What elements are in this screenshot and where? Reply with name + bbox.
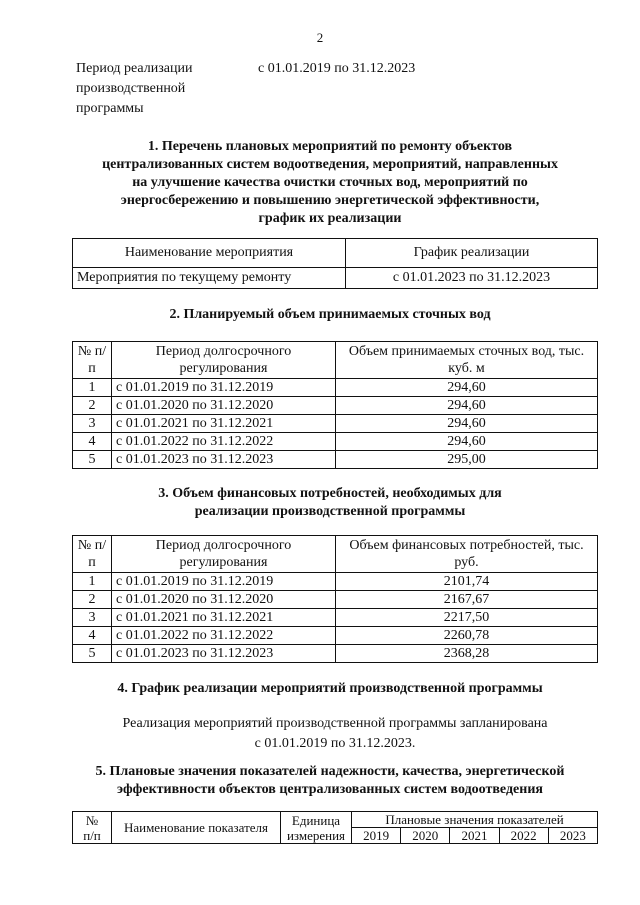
section1-title-line: 1. Перечень плановых мероприятий по ремонту объектов — [147, 139, 513, 154]
section5-title — [60, 763, 600, 799]
table-cell: с 01.01.2020 по 31.12.2020 — [112, 591, 336, 609]
year-header-cell: 2022 — [499, 828, 548, 844]
table-header-cell: Плановые значения показателей — [352, 812, 598, 828]
table-cell: с 01.01.2021 по 31.12.2021 — [112, 415, 336, 433]
period-label-line: производственной — [76, 81, 186, 96]
section1-title — [70, 138, 590, 228]
table-cell: 2 — [73, 591, 112, 609]
table-cell: 2368,28 — [336, 645, 598, 663]
table-cell: 3 — [73, 415, 112, 433]
year-header-cell: 2020 — [401, 828, 450, 844]
table-header-cell: № п/п — [73, 342, 112, 379]
events-table — [72, 238, 598, 289]
table-row — [73, 645, 598, 663]
table-cell: 4 — [73, 627, 112, 645]
table-cell: 294,60 — [336, 379, 598, 397]
table-cell: 2167,67 — [336, 591, 598, 609]
table-cell: с 01.01.2023 по 31.12.2023 — [346, 268, 598, 289]
section4-text — [80, 714, 590, 754]
table-cell: 3 — [73, 609, 112, 627]
section1-title-line: централизованных систем водоотведения, мероприятий, направленных — [102, 157, 558, 172]
table-cell: с 01.01.2019 по 31.12.2019 — [112, 573, 336, 591]
section1-title-line: на улучшение качества очистки сточных вод, мероприятий по — [132, 175, 528, 190]
table-cell: с 01.01.2021 по 31.12.2021 — [112, 609, 336, 627]
table-row — [73, 627, 598, 645]
period-label-line: Период реализации — [76, 61, 193, 76]
section1-title-line: график их реализации — [258, 211, 402, 226]
table-cell: с 01.01.2019 по 31.12.2019 — [112, 379, 336, 397]
table-cell: с 01.01.2023 по 31.12.2023 — [112, 645, 336, 663]
table-row — [73, 415, 598, 433]
table-row — [73, 379, 598, 397]
table-header-cell — [73, 812, 112, 844]
table-row — [73, 433, 598, 451]
section3-title — [70, 485, 590, 521]
table-row — [73, 268, 598, 289]
table-cell: 295,00 — [336, 451, 598, 469]
table-header-cell: Период долгосрочного регулирования — [112, 342, 336, 379]
period-label-line: программы — [76, 101, 144, 116]
financial-needs-table — [72, 535, 598, 663]
section5-title-line: эффективности объектов централизованных систем водоотведения — [117, 782, 543, 797]
period-label — [76, 59, 236, 119]
period-value: с 01.01.2019 по 31.12.2023 — [258, 61, 416, 76]
table-cell: 1 — [73, 573, 112, 591]
section3-title-line: 3. Объем финансовых потребностей, необходимых для — [158, 486, 502, 501]
table-header-cell: Объем финансовых потребностей, тыс. руб. — [336, 536, 598, 573]
indicators-table — [72, 811, 598, 844]
table-cell: 294,60 — [336, 433, 598, 451]
table-cell: с 01.01.2023 по 31.12.2023 — [112, 451, 336, 469]
year-header-cell: 2023 — [548, 828, 597, 844]
year-header-cell: 2019 — [352, 828, 401, 844]
section1-title-line: энергосбережению и повышению энергетической эффективности, — [120, 193, 540, 208]
table-header-cell: № п/п — [73, 536, 112, 573]
table-cell: Мероприятия по текущему ремонту — [73, 268, 346, 289]
wastewater-volume-table — [72, 341, 598, 469]
page-number: 2 — [316, 30, 324, 45]
num-header-line: № — [85, 812, 99, 828]
table-cell: с 01.01.2022 по 31.12.2022 — [112, 433, 336, 451]
table-cell: с 01.01.2020 по 31.12.2020 — [112, 397, 336, 415]
table-row — [73, 397, 598, 415]
section5-title-line: 5. Плановые значения показателей надежности, качества, энергетической — [95, 764, 565, 779]
table-row — [73, 573, 598, 591]
section4-title: 4. График реализации мероприятий производственной программы — [117, 681, 543, 696]
table-cell: 5 — [73, 645, 112, 663]
table-cell: 2 — [73, 397, 112, 415]
unit-header-line: измерения — [286, 827, 346, 843]
unit-header-line: Единица — [291, 812, 341, 828]
table-cell: 5 — [73, 451, 112, 469]
num-header-line: п/п — [83, 827, 101, 843]
section4-text-line: Реализация мероприятий производственной программы запланирована — [122, 716, 548, 731]
table-header-cell: Объем принимаемых сточных вод, тыс. куб. м — [336, 342, 598, 379]
table-header-cell: Наименование мероприятия — [73, 239, 346, 268]
table-row — [73, 609, 598, 627]
table-row — [73, 591, 598, 609]
table-cell: 1 — [73, 379, 112, 397]
section3-title-line: реализации производственной программы — [194, 504, 466, 519]
table-header-cell: График реализации — [346, 239, 598, 268]
section4-text-line: с 01.01.2019 по 31.12.2023. — [254, 736, 416, 751]
section2-title: 2. Планируемый объем принимаемых сточных вод — [169, 307, 491, 322]
table-header-cell: Наименование показателя — [112, 812, 281, 844]
table-cell: 294,60 — [336, 397, 598, 415]
table-cell: 2101,74 — [336, 573, 598, 591]
table-cell: 2260,78 — [336, 627, 598, 645]
table-cell: 4 — [73, 433, 112, 451]
table-header-cell: Период долгосрочного регулирования — [112, 536, 336, 573]
year-header-cell: 2021 — [450, 828, 499, 844]
table-cell: 294,60 — [336, 415, 598, 433]
table-header-cell — [281, 812, 352, 844]
table-row — [73, 451, 598, 469]
table-cell: 2217,50 — [336, 609, 598, 627]
table-cell: с 01.01.2022 по 31.12.2022 — [112, 627, 336, 645]
